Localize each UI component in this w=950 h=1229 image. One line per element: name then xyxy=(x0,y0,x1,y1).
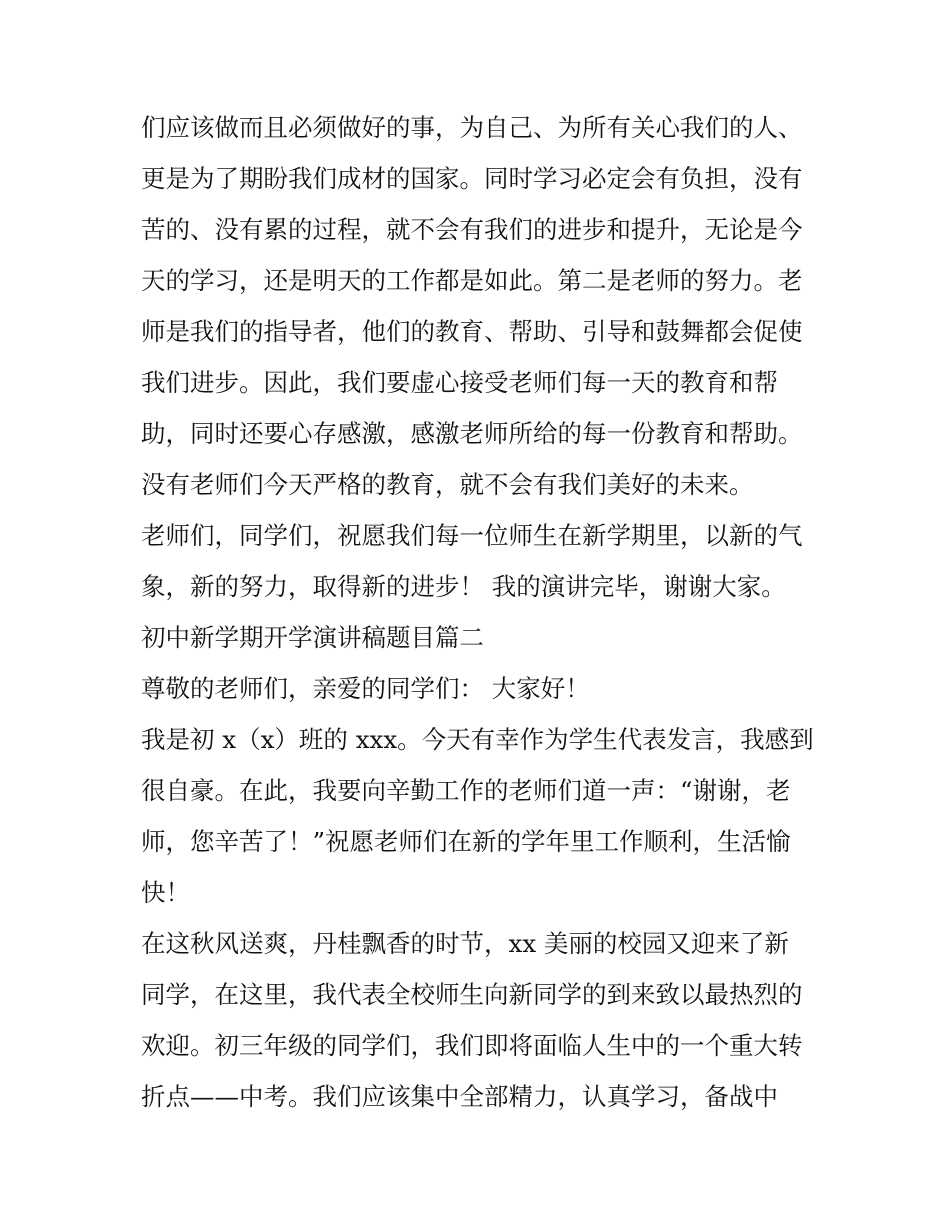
text-line: 象，新的努力，取得新的进步！ 我的演讲完毕，谢谢大家。 xyxy=(141,572,786,601)
text-line: 师是我们的指导者，他们的教育、帮助、引导和鼓舞都会促使 xyxy=(141,317,803,346)
text-line: 同学，在这里，我代表全校师生向新同学的到来致以最热烈的 xyxy=(141,980,803,1009)
body-text xyxy=(141,102,821,1122)
text-line: 们应该做而且必须做好的事，为自己、为所有关心我们的人、 xyxy=(141,113,803,142)
text-line: 天的学习，还是明天的工作都是如此。第二是老师的努力。老 xyxy=(141,266,803,295)
salutation: 尊敬的老师们，亲爱的同学们： 大家好！ xyxy=(141,674,590,703)
text-line: 欢迎。初三年级的同学们，我们即将面临人生中的一个重大转 xyxy=(141,1031,803,1060)
text-line: 快！ xyxy=(141,878,190,907)
text-line: 师，您辛苦了！”祝愿老师们在新的学年里工作顺利，生活愉 xyxy=(141,827,791,856)
text-line: 助，同时还要心存感激，感激老师所给的每一份教育和帮助。 xyxy=(141,419,803,448)
text-line: 更是为了期盼我们成材的国家。同时学习必定会有负担，没有 xyxy=(141,164,803,193)
section-heading: 初中新学期开学演讲稿题目篇二 xyxy=(141,623,484,652)
text-line: 我们进步。因此，我们要虚心接受老师们每一天的教育和帮 xyxy=(141,368,778,397)
text-line: 在这秋风送爽，丹桂飘香的时节，xx 美丽的校园又迎来了新 xyxy=(141,929,789,958)
text-line: 苦的、没有累的过程，就不会有我们的进步和提升，无论是今 xyxy=(141,215,803,244)
text-line: 老师们，同学们，祝愿我们每一位师生在新学期里，以新的气 xyxy=(141,521,803,550)
text-line: 很自豪。在此，我要向辛勤工作的老师们道一声：“谢谢，老 xyxy=(141,776,791,805)
text-line: 折点——中考。我们应该集中全部精力，认真学习，备战中 xyxy=(141,1082,778,1111)
text-line: 我是初 x（x）班的 xxx。今天有幸作为学生代表发言，我感到 xyxy=(141,725,814,754)
text-line: 没有老师们今天严格的教育，就不会有我们美好的未来。 xyxy=(141,470,754,499)
